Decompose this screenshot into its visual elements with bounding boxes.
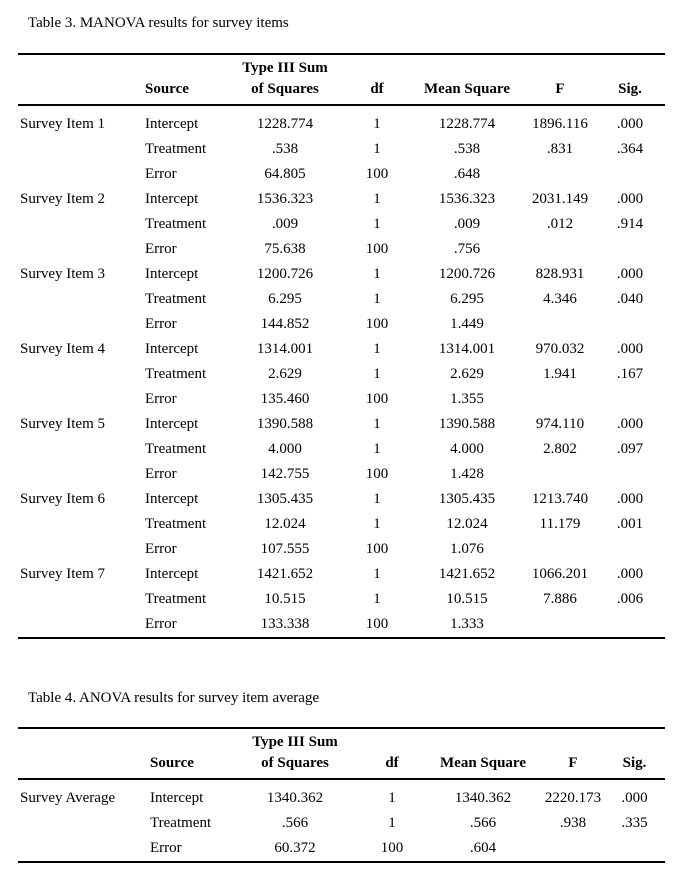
- cell-sig: [595, 462, 665, 487]
- cell-f: [525, 462, 595, 487]
- table-row: [18, 412, 665, 437]
- cell-mean-square: 4.000: [450, 441, 484, 457]
- cell-df: 1: [373, 416, 381, 432]
- cell-source: Treatment: [150, 815, 212, 831]
- cell-sum-squares: 135.460: [260, 391, 310, 407]
- cell-sig: .001: [616, 516, 644, 532]
- cell-sum-squares: 1340.362: [266, 790, 324, 806]
- cell-sig: .040: [616, 291, 644, 307]
- cell-sum-squares: 1536.323: [256, 191, 314, 207]
- cell-item: [18, 287, 145, 312]
- cell-mean-square: 2.629: [450, 366, 484, 382]
- cell-sig: .914: [616, 216, 644, 232]
- cell-sum-squares: 133.338: [260, 616, 310, 632]
- header-source: Source: [145, 54, 225, 105]
- cell-sum-squares: 10.515: [264, 591, 306, 607]
- cell-sum-squares: .538: [271, 141, 299, 157]
- cell-f: 974.110: [535, 416, 585, 432]
- table-row: [18, 237, 665, 262]
- cell-df: 1: [373, 591, 381, 607]
- cell-f: [525, 537, 595, 562]
- cell-mean-square: 1305.435: [438, 491, 496, 507]
- cell-item: [18, 162, 145, 187]
- cell-f: 1066.201: [531, 566, 589, 582]
- table-row: [18, 187, 665, 212]
- cell-sum-squares: 64.805: [264, 166, 306, 182]
- cell-mean-square: 1536.323: [438, 191, 496, 207]
- cell-df: 1: [373, 291, 381, 307]
- cell-mean-square: 1.449: [450, 316, 484, 332]
- cell-source: Error: [145, 316, 177, 332]
- cell-f: 970.032: [535, 341, 585, 357]
- table-row: [18, 537, 665, 562]
- cell-f: 1896.116: [532, 116, 588, 132]
- cell-sig: .006: [616, 591, 644, 607]
- cell-sig: .335: [621, 815, 648, 831]
- cell-sig: [595, 537, 665, 562]
- cell-sum-squares: .566: [281, 815, 309, 831]
- cell-item: [18, 312, 145, 337]
- cell-sig: .000: [616, 566, 644, 582]
- table-row: [18, 836, 665, 862]
- cell-sig: .000: [616, 491, 644, 507]
- header-sum-line2: of Squares: [261, 755, 329, 771]
- table-row: [18, 337, 665, 362]
- cell-source: Error: [145, 616, 177, 632]
- cell-mean-square: .604: [469, 840, 497, 856]
- cell-sum-squares: 1200.726: [256, 266, 314, 282]
- cell-f: 2220.173: [544, 790, 602, 806]
- cell-sum-squares: 4.000: [268, 441, 302, 457]
- cell-source: Intercept: [150, 790, 204, 806]
- cell-df: 1: [373, 116, 381, 132]
- cell-f: [525, 612, 595, 638]
- cell-f: .831: [546, 141, 574, 157]
- cell-source: Intercept: [145, 566, 199, 582]
- cell-sum-squares: 142.755: [260, 466, 310, 482]
- cell-sum-squares: .009: [271, 216, 299, 232]
- table4-title: Table 4. ANOVA results for survey item average: [28, 690, 320, 706]
- table-row: [18, 612, 665, 638]
- cell-sum-squares: 60.372: [274, 840, 316, 856]
- cell-item: [18, 537, 145, 562]
- header-sig: Sig.: [595, 54, 665, 105]
- table-row: [18, 587, 665, 612]
- cell-f: .012: [546, 216, 574, 232]
- table-row: [18, 811, 665, 836]
- header-f: F: [542, 728, 604, 779]
- cell-f: [525, 162, 595, 187]
- cell-source: Treatment: [145, 216, 207, 232]
- cell-df: 100: [365, 241, 389, 257]
- header-item: [18, 728, 150, 779]
- cell-source: Intercept: [145, 116, 199, 132]
- cell-item: [18, 387, 145, 412]
- cell-df: 1: [388, 790, 396, 806]
- cell-item: Survey Item 1: [20, 116, 105, 132]
- cell-sum-squares: 1305.435: [256, 491, 314, 507]
- cell-f: 1213.740: [531, 491, 589, 507]
- cell-sig: .000: [616, 416, 644, 432]
- table-row: [18, 262, 665, 287]
- table-row: [18, 512, 665, 537]
- cell-source: Error: [145, 541, 177, 557]
- header-df: df: [360, 728, 424, 779]
- cell-df: 1: [373, 266, 381, 282]
- table-row: [18, 487, 665, 512]
- cell-source: Intercept: [145, 341, 199, 357]
- cell-df: 100: [380, 840, 404, 856]
- cell-mean-square: 1.355: [450, 391, 484, 407]
- header-sig: Sig.: [604, 728, 665, 779]
- cell-item: [18, 836, 150, 862]
- cell-source: Error: [145, 241, 177, 257]
- cell-f: .938: [559, 815, 587, 831]
- cell-f: 828.931: [535, 266, 585, 282]
- cell-item: Survey Item 7: [20, 566, 105, 582]
- cell-source: Error: [145, 391, 177, 407]
- cell-source: Treatment: [145, 516, 207, 532]
- cell-item: Survey Item 3: [20, 266, 105, 282]
- cell-mean-square: 10.515: [446, 591, 488, 607]
- cell-sig: .000: [616, 266, 644, 282]
- cell-sum-squares: 12.024: [264, 516, 306, 532]
- cell-sum-squares: 107.555: [260, 541, 310, 557]
- cell-df: 1: [373, 491, 381, 507]
- cell-sig: .097: [616, 441, 644, 457]
- cell-sig: .000: [616, 341, 644, 357]
- cell-sum-squares: 144.852: [260, 316, 310, 332]
- cell-sig: .364: [616, 141, 644, 157]
- cell-df: 1: [373, 341, 381, 357]
- manova-table: [18, 53, 665, 639]
- cell-sig: .167: [616, 366, 644, 382]
- cell-mean-square: .566: [469, 815, 497, 831]
- cell-f: 2.802: [543, 441, 577, 457]
- cell-df: 100: [365, 541, 389, 557]
- cell-df: 1: [373, 366, 381, 382]
- table-row: [18, 437, 665, 462]
- cell-item: [18, 612, 145, 638]
- cell-df: 1: [373, 141, 381, 157]
- header-f: F: [525, 54, 595, 105]
- cell-mean-square: .538: [453, 141, 481, 157]
- cell-item: Survey Item 4: [20, 341, 105, 357]
- cell-item: [18, 237, 145, 262]
- cell-sig: [595, 237, 665, 262]
- table-row: [18, 287, 665, 312]
- cell-sum-squares: 1390.588: [256, 416, 314, 432]
- header-mean-square: Mean Square: [409, 54, 525, 105]
- cell-f: 7.886: [543, 591, 577, 607]
- cell-df: 1: [373, 216, 381, 232]
- cell-df: 100: [365, 316, 389, 332]
- cell-sum-squares: 1228.774: [256, 116, 314, 132]
- cell-mean-square: 1314.001: [438, 341, 496, 357]
- cell-source: Treatment: [145, 141, 207, 157]
- cell-mean-square: 1390.588: [438, 416, 496, 432]
- cell-mean-square: 1200.726: [438, 266, 496, 282]
- cell-item: [18, 137, 145, 162]
- cell-f: [525, 312, 595, 337]
- cell-f: 11.179: [539, 516, 581, 532]
- cell-source: Intercept: [145, 491, 199, 507]
- anova-table-body: [18, 779, 665, 862]
- cell-item: [18, 811, 150, 836]
- cell-mean-square: 12.024: [446, 516, 488, 532]
- cell-sum-squares: 75.638: [264, 241, 306, 257]
- cell-df: 1: [373, 441, 381, 457]
- cell-source: Treatment: [145, 366, 207, 382]
- cell-f: [525, 387, 595, 412]
- cell-sig: [595, 387, 665, 412]
- header-row: [18, 728, 665, 779]
- cell-item: Survey Item 2: [20, 191, 105, 207]
- cell-source: Error: [150, 840, 182, 856]
- cell-mean-square: 6.295: [450, 291, 484, 307]
- table-row: [18, 362, 665, 387]
- cell-item: [18, 512, 145, 537]
- header-sum-of-squares: [225, 54, 345, 105]
- cell-source: Error: [145, 466, 177, 482]
- cell-source: Intercept: [145, 191, 199, 207]
- header-row: [18, 54, 665, 105]
- cell-f: 2031.149: [531, 191, 589, 207]
- cell-mean-square: 1421.652: [438, 566, 496, 582]
- cell-sig: [595, 312, 665, 337]
- cell-sig: .000: [621, 790, 648, 806]
- cell-item: Survey Item 5: [20, 416, 105, 432]
- cell-item: [18, 212, 145, 237]
- header-sum-line1: Type III Sum: [242, 60, 328, 76]
- manova-table-body: [18, 105, 665, 638]
- cell-source: Treatment: [145, 291, 207, 307]
- cell-item: [18, 437, 145, 462]
- cell-df: 100: [365, 391, 389, 407]
- table-row: [18, 779, 665, 811]
- cell-df: 1: [388, 815, 396, 831]
- cell-mean-square: 1340.362: [454, 790, 512, 806]
- cell-sum-squares: 1314.001: [256, 341, 314, 357]
- cell-df: 100: [365, 466, 389, 482]
- table-row: [18, 105, 665, 137]
- cell-df: 1: [373, 191, 381, 207]
- header-source: Source: [150, 728, 230, 779]
- cell-sig: [595, 162, 665, 187]
- cell-sig: .000: [616, 116, 644, 132]
- cell-df: 100: [365, 166, 389, 182]
- cell-item: [18, 462, 145, 487]
- table-row: [18, 312, 665, 337]
- cell-mean-square: 1.428: [450, 466, 484, 482]
- cell-source: Treatment: [145, 591, 207, 607]
- header-sum-line1: Type III Sum: [252, 734, 338, 750]
- cell-f: [525, 237, 595, 262]
- cell-df: 1: [373, 516, 381, 532]
- cell-item: Survey Average: [20, 790, 116, 806]
- table-row: [18, 562, 665, 587]
- cell-f: 4.346: [543, 291, 577, 307]
- cell-df: 1: [373, 566, 381, 582]
- cell-mean-square: 1.333: [450, 616, 484, 632]
- cell-mean-square: .009: [453, 216, 481, 232]
- manova-table-header: [18, 54, 665, 105]
- cell-sig: [604, 836, 665, 862]
- cell-f: 1.941: [543, 366, 577, 382]
- cell-source: Treatment: [145, 441, 207, 457]
- anova-section: [0, 675, 665, 863]
- anova-table-header: [18, 728, 665, 779]
- table3-title: Table 3. MANOVA results for survey items: [28, 15, 289, 31]
- table-row: [18, 387, 665, 412]
- cell-f: [542, 836, 604, 862]
- header-item: [18, 54, 145, 105]
- cell-mean-square: .756: [453, 241, 481, 257]
- header-mean-square: Mean Square: [424, 728, 542, 779]
- table-row: [18, 462, 665, 487]
- cell-df: 100: [365, 616, 389, 632]
- cell-sum-squares: 6.295: [268, 291, 302, 307]
- cell-sum-squares: 2.629: [268, 366, 302, 382]
- table-row: [18, 162, 665, 187]
- cell-sum-squares: 1421.652: [256, 566, 314, 582]
- cell-sig: [595, 612, 665, 638]
- cell-source: Intercept: [145, 416, 199, 432]
- cell-mean-square: 1.076: [450, 541, 484, 557]
- cell-source: Intercept: [145, 266, 199, 282]
- cell-source: Error: [145, 166, 177, 182]
- header-sum-line2: of Squares: [251, 81, 319, 97]
- cell-item: [18, 362, 145, 387]
- header-sum-of-squares: [230, 728, 360, 779]
- cell-sig: .000: [616, 191, 644, 207]
- table-row: [18, 212, 665, 237]
- cell-item: [18, 587, 145, 612]
- header-df: df: [345, 54, 409, 105]
- cell-item: Survey Item 6: [20, 491, 105, 507]
- anova-table: [18, 727, 665, 863]
- table-row: [18, 137, 665, 162]
- cell-mean-square: 1228.774: [438, 116, 496, 132]
- cell-mean-square: .648: [453, 166, 481, 182]
